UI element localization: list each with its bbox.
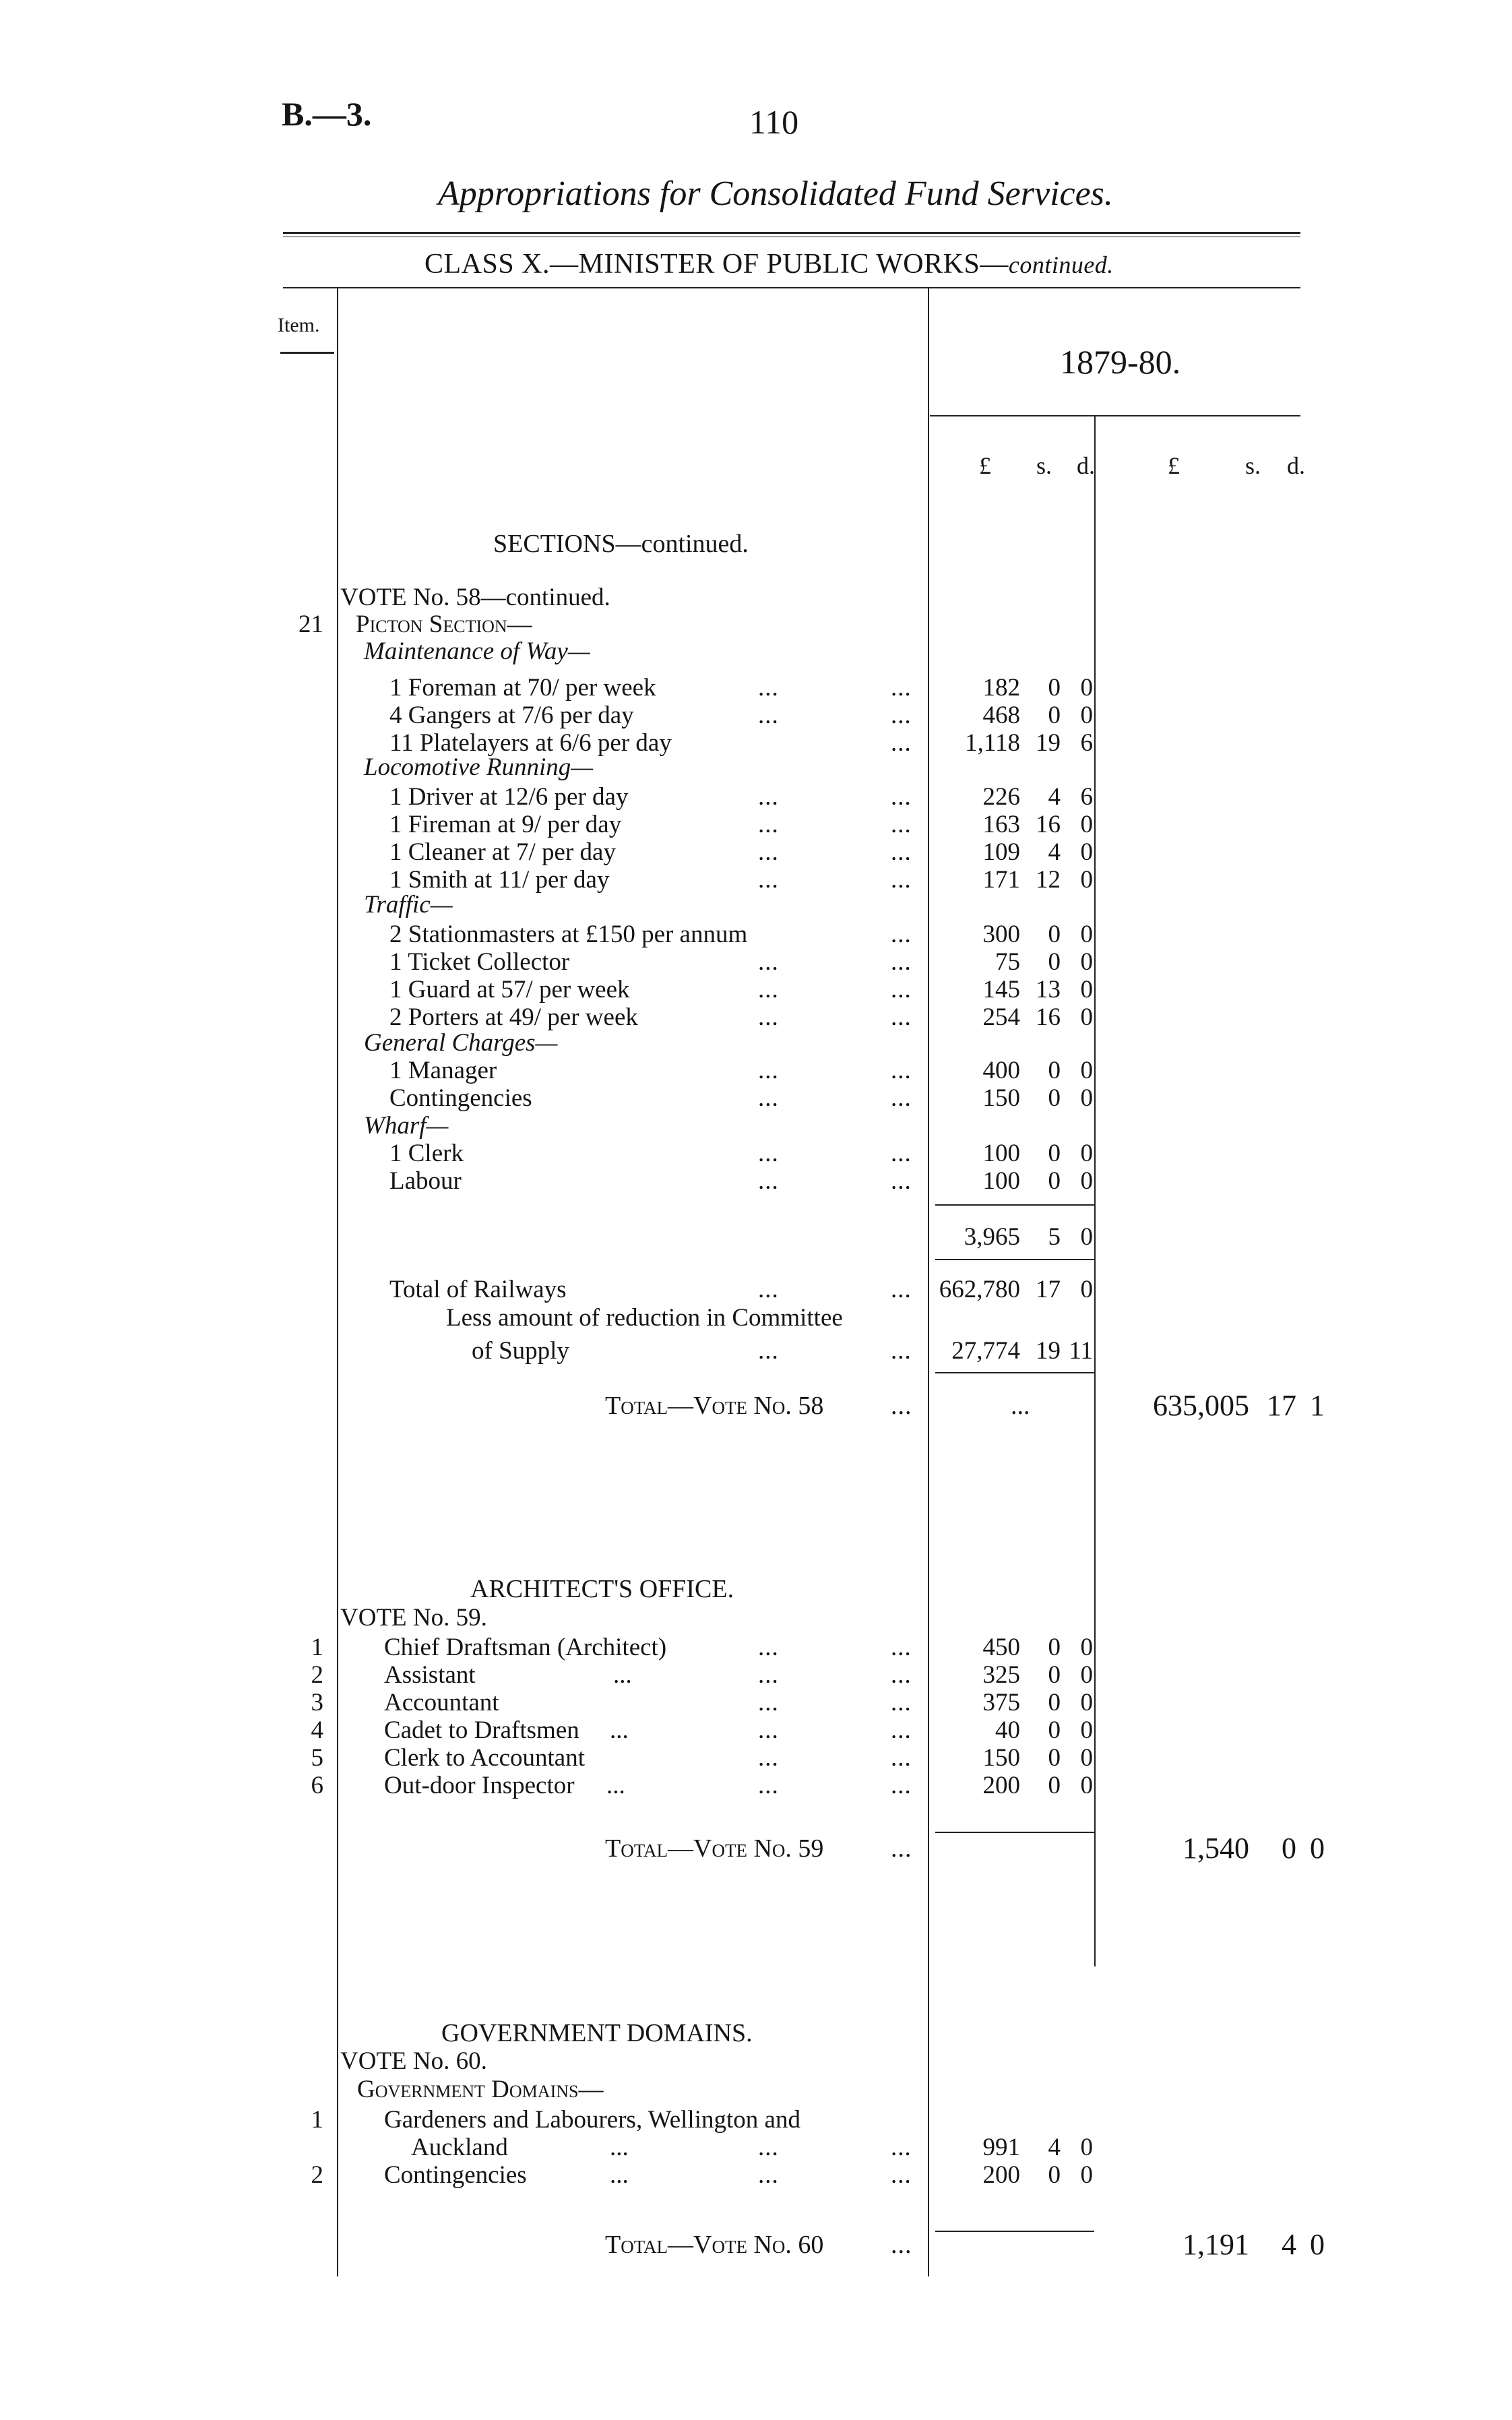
- row-shillings: 19: [1036, 729, 1061, 757]
- row-pence: 0: [1080, 1744, 1093, 1772]
- row-label: 1 Clerk: [389, 1140, 464, 1167]
- subtotal-rule: [935, 1204, 1094, 1206]
- table-row: 1 Ticket Collector ... ... 75 0 0: [389, 948, 1093, 976]
- vote60-label: VOTE No. 60.: [340, 2047, 487, 2075]
- row-label: 1 Guard at 57/ per week: [389, 976, 630, 1003]
- row-pounds: 182: [982, 674, 1020, 702]
- vote60-total-pence: 0: [1310, 2228, 1325, 2261]
- row-label: 11 Platelayers at 6/6 per day: [389, 729, 672, 757]
- item-number: 1: [311, 2106, 323, 2134]
- row-pounds: 100: [982, 1140, 1020, 1167]
- subtotal-pence: 0: [1080, 1223, 1093, 1251]
- vote59-total-shillings: 0: [1282, 1832, 1296, 1865]
- row-shillings: 0: [1048, 1634, 1061, 1661]
- table-row: 4 Cadet to Draftsmen ... ... ... 40 0 0: [0, 1716, 1512, 1745]
- row-label: Assistant: [384, 1661, 476, 1689]
- row-pounds: 300: [982, 921, 1020, 948]
- row-pence: 0: [1080, 1772, 1093, 1799]
- vote59-label: VOTE No. 59.: [340, 1604, 487, 1632]
- subtotal-under-rule: [935, 1259, 1094, 1260]
- row-shillings: 16: [1036, 1003, 1061, 1031]
- row-pounds: 150: [982, 1744, 1020, 1772]
- row-shillings: 0: [1048, 1084, 1061, 1112]
- row-shillings: 0: [1048, 702, 1061, 729]
- vote59-total-row: Total—Vote No. 59 ... 1,540 0 0: [605, 1832, 1325, 1865]
- sections-continued-heading: SECTIONS—continued.: [493, 530, 749, 558]
- wharf-group-label: Wharf—: [364, 1112, 449, 1140]
- table-row: 2 Contingencies ... ... ... 200 0 0: [0, 2161, 1512, 2190]
- row-shillings: 0: [1048, 674, 1061, 702]
- row-pounds: 109: [982, 838, 1020, 866]
- item-number: 3: [311, 1689, 323, 1716]
- vote58-total-pounds: 635,005: [1153, 1389, 1249, 1422]
- vote59-total-label: Total—Vote No. 59: [605, 1834, 824, 1863]
- table-row: 4 Gangers at 7/6 per day ... ... 468 0 0: [389, 702, 1093, 729]
- government-domains-heading: GOVERNMENT DOMAINS.: [441, 2019, 753, 2047]
- row-label: 1 Cleaner at 7/ per day: [389, 838, 616, 866]
- table-row: 1 Clerk ... ... 100 0 0: [389, 1140, 1093, 1167]
- table-row: 2 Porters at 49/ per week ... ... 254 16 0: [389, 1003, 1093, 1031]
- vote60-total-label: Total—Vote No. 60: [605, 2231, 824, 2259]
- table-row: 1 Fireman at 9/ per day ... ... 163 16 0: [389, 811, 1093, 838]
- picton-section-label: Picton Section—: [356, 611, 532, 638]
- row-label: 1 Fireman at 9/ per day: [389, 811, 622, 838]
- row-pence: 0: [1080, 866, 1093, 894]
- total-railways-pounds: 662,780: [939, 1276, 1020, 1303]
- subtotal-row: [0, 1223, 1512, 1251]
- row-pence: 0: [1080, 976, 1093, 1003]
- table-row: 2 Stationmasters at £150 per annum ... 300 0 0: [389, 921, 1093, 948]
- vote58-total-pence: 1: [1310, 1389, 1325, 1422]
- row-pounds: 254: [982, 1003, 1020, 1031]
- year-underline: [930, 415, 1300, 416]
- row-shillings: 0: [1048, 2161, 1061, 2189]
- row-label: Clerk to Accountant: [384, 1744, 585, 1772]
- row-label: 1 Foreman at 70/ per week: [389, 674, 656, 702]
- row-label: Contingencies: [389, 1084, 532, 1112]
- pence-header: d.: [1077, 452, 1095, 479]
- reduction-pounds: 27,774: [951, 1337, 1020, 1365]
- general-group-row: [0, 1029, 1512, 1057]
- row-label: 4 Gangers at 7/6 per day: [389, 702, 634, 729]
- vote60-total-row: Total—Vote No. 60 ... 1,191 4 0: [605, 2228, 1325, 2261]
- row-shillings: 0: [1048, 1716, 1061, 1744]
- class-heading: CLASS X.—MINISTER OF PUBLIC WORKS—continued.: [424, 249, 1114, 280]
- total-railways-pence: 0: [1080, 1276, 1093, 1303]
- row-label: Chief Draftsman (Architect): [384, 1634, 667, 1661]
- total-shillings-header: s.: [1245, 452, 1261, 479]
- row-pence: 0: [1080, 1140, 1093, 1167]
- vote58-total-label: Total—Vote No. 58: [605, 1392, 824, 1420]
- table-row: 5 Clerk to Accountant ... ... 150 0 0: [0, 1744, 1512, 1772]
- row-label: 2 Porters at 49/ per week: [389, 1003, 638, 1031]
- row-pence: 0: [1080, 2134, 1093, 2161]
- row-pounds: 150: [982, 1084, 1020, 1112]
- row-shillings: 0: [1048, 1140, 1061, 1167]
- row-label: Contingencies: [384, 2161, 527, 2189]
- vote58-total-shillings: 17: [1267, 1389, 1296, 1422]
- table-row: Labour ... ... 100 0 0: [389, 1167, 1093, 1195]
- locomotive-group-label: Locomotive Running—: [364, 753, 594, 781]
- row-shillings: 0: [1048, 921, 1061, 948]
- vote58-item-number: 21: [298, 611, 323, 638]
- table-top-rule: [283, 287, 1300, 288]
- row-shillings: 0: [1048, 1661, 1061, 1689]
- item-number: 4: [311, 1716, 323, 1744]
- row-label: Cadet to Draftsmen: [384, 1716, 579, 1744]
- row-pence: 0: [1080, 1661, 1093, 1689]
- row-pence: 0: [1080, 948, 1093, 976]
- vote59-total-pence: 0: [1310, 1832, 1325, 1865]
- item-header-rule: [280, 352, 334, 354]
- row-pence: 0: [1080, 921, 1093, 948]
- row-pounds: 375: [982, 1689, 1020, 1716]
- table-row: 1 Manager ... ... 400 0 0: [389, 1057, 1093, 1084]
- reduction-pence: 11: [1069, 1337, 1093, 1365]
- table-row: Contingencies ... ... 150 0 0: [389, 1084, 1093, 1112]
- row-label: Accountant: [384, 1689, 499, 1716]
- row-label-line2: Auckland: [411, 2134, 508, 2161]
- architects-office-heading: ARCHITECT'S OFFICE.: [470, 1575, 734, 1603]
- vote58-total-dots: ...: [1011, 1392, 1030, 1420]
- row-pence: 0: [1080, 1689, 1093, 1716]
- vote58-label: VOTE No. 58—continued.: [340, 584, 610, 611]
- title-rule: [283, 232, 1300, 234]
- table-row: 3 Accountant ... ... 375 0 0: [0, 1689, 1512, 1717]
- row-label: Labour: [389, 1167, 462, 1195]
- page-title: Appropriations for Consolidated Fund Services.: [438, 175, 1113, 213]
- row-pounds: 400: [982, 1057, 1020, 1084]
- row-shillings: 0: [1048, 1057, 1061, 1084]
- shillings-header: s.: [1036, 452, 1052, 479]
- total-railways-shillings: 17: [1036, 1276, 1061, 1303]
- row-pence: 0: [1080, 838, 1093, 866]
- row-pounds: 468: [982, 702, 1020, 729]
- row-shillings: 4: [1048, 838, 1061, 866]
- row-pence: 6: [1080, 783, 1093, 811]
- table-row: 6 Out-door Inspector ... ... ... 200 0 0: [0, 1772, 1512, 1800]
- subtotal-pounds: 3,965: [964, 1223, 1020, 1251]
- row-pence: 0: [1080, 702, 1093, 729]
- row-label: 2 Stationmasters at £150 per annum: [389, 921, 748, 948]
- row-label: Out-door Inspector: [384, 1772, 575, 1799]
- row-pounds: 450: [982, 1634, 1020, 1661]
- row-shillings: 16: [1036, 811, 1061, 838]
- maintenance-group-label: Maintenance of Way—: [364, 638, 590, 665]
- government-domains-section-label: Government Domains—: [357, 2076, 604, 2103]
- document-reference: B.—3.: [282, 95, 372, 133]
- row-pounds: 226: [982, 783, 1020, 811]
- table-row: 1 Foreman at 70/ per week ... ... 182 0 0: [389, 674, 1093, 702]
- row-pounds: 1,118: [965, 729, 1020, 757]
- row-shillings: 0: [1048, 948, 1061, 976]
- row-shillings: 13: [1036, 976, 1061, 1003]
- total-pounds-header: £: [1168, 452, 1180, 479]
- row-label: 1 Driver at 12/6 per day: [389, 783, 629, 811]
- row-pounds: 40: [995, 1716, 1020, 1744]
- row-pounds: 200: [982, 1772, 1020, 1799]
- table-row: 1 Smith at 11/ per day ... ... 171 12 0: [389, 866, 1093, 894]
- table-row: 1 Chief Draftsman (Architect) ... ... 450 0 0: [0, 1634, 1512, 1662]
- item-number: 2: [311, 1661, 323, 1689]
- row-pence: 0: [1080, 674, 1093, 702]
- table-row: Auckland ... ... ... 991 4 0: [411, 2134, 1093, 2161]
- row-pence: 0: [1080, 1084, 1093, 1112]
- general-group-label: General Charges—: [364, 1029, 558, 1057]
- item-number: 5: [311, 1744, 323, 1772]
- subtotal-shillings: 5: [1048, 1223, 1061, 1251]
- row-pounds: 200: [982, 2161, 1020, 2189]
- vote58-total-row: Total—Vote No. 58 ... ... 635,005 17 1: [605, 1389, 1325, 1422]
- row-label: 1 Manager: [389, 1057, 497, 1084]
- row-shillings: 12: [1036, 866, 1061, 894]
- reduction-rule: [935, 1372, 1094, 1373]
- item-number: 6: [311, 1772, 323, 1799]
- row-shillings: 0: [1048, 1167, 1061, 1195]
- row-pounds: 100: [982, 1167, 1020, 1195]
- row-pence: 0: [1080, 1167, 1093, 1195]
- maintenance-group-row: [0, 638, 1512, 666]
- page-number: 110: [749, 103, 799, 141]
- row-pounds: 171: [982, 866, 1020, 894]
- table-row: 1 Guard at 57/ per week ... ... 145 13 0: [389, 976, 1093, 1003]
- row-pence: 0: [1080, 811, 1093, 838]
- table-row: 2 Assistant ... ... ... 325 0 0: [0, 1661, 1512, 1689]
- vote59-label-row: [0, 1604, 1512, 1632]
- year-header: 1879-80.: [1060, 343, 1181, 381]
- reduction-label-line1: Less amount of reduction in Committee: [446, 1304, 843, 1332]
- pounds-header: £: [979, 452, 991, 479]
- item-number: 1: [311, 1634, 323, 1661]
- row-pounds: 145: [982, 976, 1020, 1003]
- row-pounds: 75: [995, 948, 1020, 976]
- row-shillings: 0: [1048, 1744, 1061, 1772]
- reduction-row-line2: of Supply ... ... 27,774 19 11: [472, 1337, 1093, 1365]
- row-label: 1 Ticket Collector: [389, 948, 570, 976]
- total-railways-row: Total of Railways ... ... 662,780 17 0: [389, 1276, 1093, 1303]
- vote60-section-row: [0, 2076, 1512, 2104]
- vote60-total-shillings: 4: [1282, 2228, 1296, 2261]
- row-pounds: 991: [982, 2134, 1020, 2161]
- row-shillings: 0: [1048, 1772, 1061, 1799]
- total-railways-label: Total of Railways: [389, 1276, 567, 1303]
- item-number: 2: [311, 2161, 323, 2189]
- vote59-total-rule: [935, 1832, 1094, 1833]
- total-pence-header: d.: [1287, 452, 1305, 479]
- row-shillings: 4: [1048, 783, 1061, 811]
- row-shillings: 0: [1048, 1689, 1061, 1716]
- row-pence: 0: [1080, 1003, 1093, 1031]
- reduction-shillings: 19: [1036, 1337, 1061, 1365]
- row-label: 1 Smith at 11/ per day: [389, 866, 610, 894]
- table-row: 1 Driver at 12/6 per day ... ... 226 4 6: [389, 783, 1093, 811]
- vote58-label-row: [0, 584, 1512, 612]
- row-pence: 0: [1080, 1057, 1093, 1084]
- vote60-total-pounds: 1,191: [1183, 2228, 1249, 2261]
- reduction-row-line1: [0, 1304, 1512, 1332]
- table-row: 1 Cleaner at 7/ per day ... ... 109 4 0: [389, 838, 1093, 866]
- traffic-group-label: Traffic—: [364, 891, 453, 919]
- vote59-total-pounds: 1,540: [1183, 1832, 1249, 1865]
- row-pence: 0: [1080, 2161, 1093, 2189]
- traffic-group-row: [0, 891, 1512, 919]
- row-pence: 6: [1080, 729, 1093, 757]
- wharf-group-row: [0, 1112, 1512, 1140]
- row-pounds: 163: [982, 811, 1020, 838]
- locomotive-group-row: [0, 753, 1512, 782]
- row-pence: 0: [1080, 1634, 1093, 1661]
- item-column-header: Item.: [278, 314, 320, 336]
- row-pence: 0: [1080, 1716, 1093, 1744]
- row-pounds: 325: [982, 1661, 1020, 1689]
- vote58-section-row: [0, 611, 1512, 639]
- vote60-label-row: [0, 2047, 1512, 2076]
- table-row: 11 Platelayers at 6/6 per day ... 1,118 19 6: [389, 729, 1093, 757]
- row-shillings: 4: [1048, 2134, 1061, 2161]
- table-row: [0, 2106, 1512, 2134]
- reduction-label-line2: of Supply: [472, 1337, 569, 1365]
- row-label-line1: Gardeners and Labourers, Wellington and: [384, 2106, 800, 2134]
